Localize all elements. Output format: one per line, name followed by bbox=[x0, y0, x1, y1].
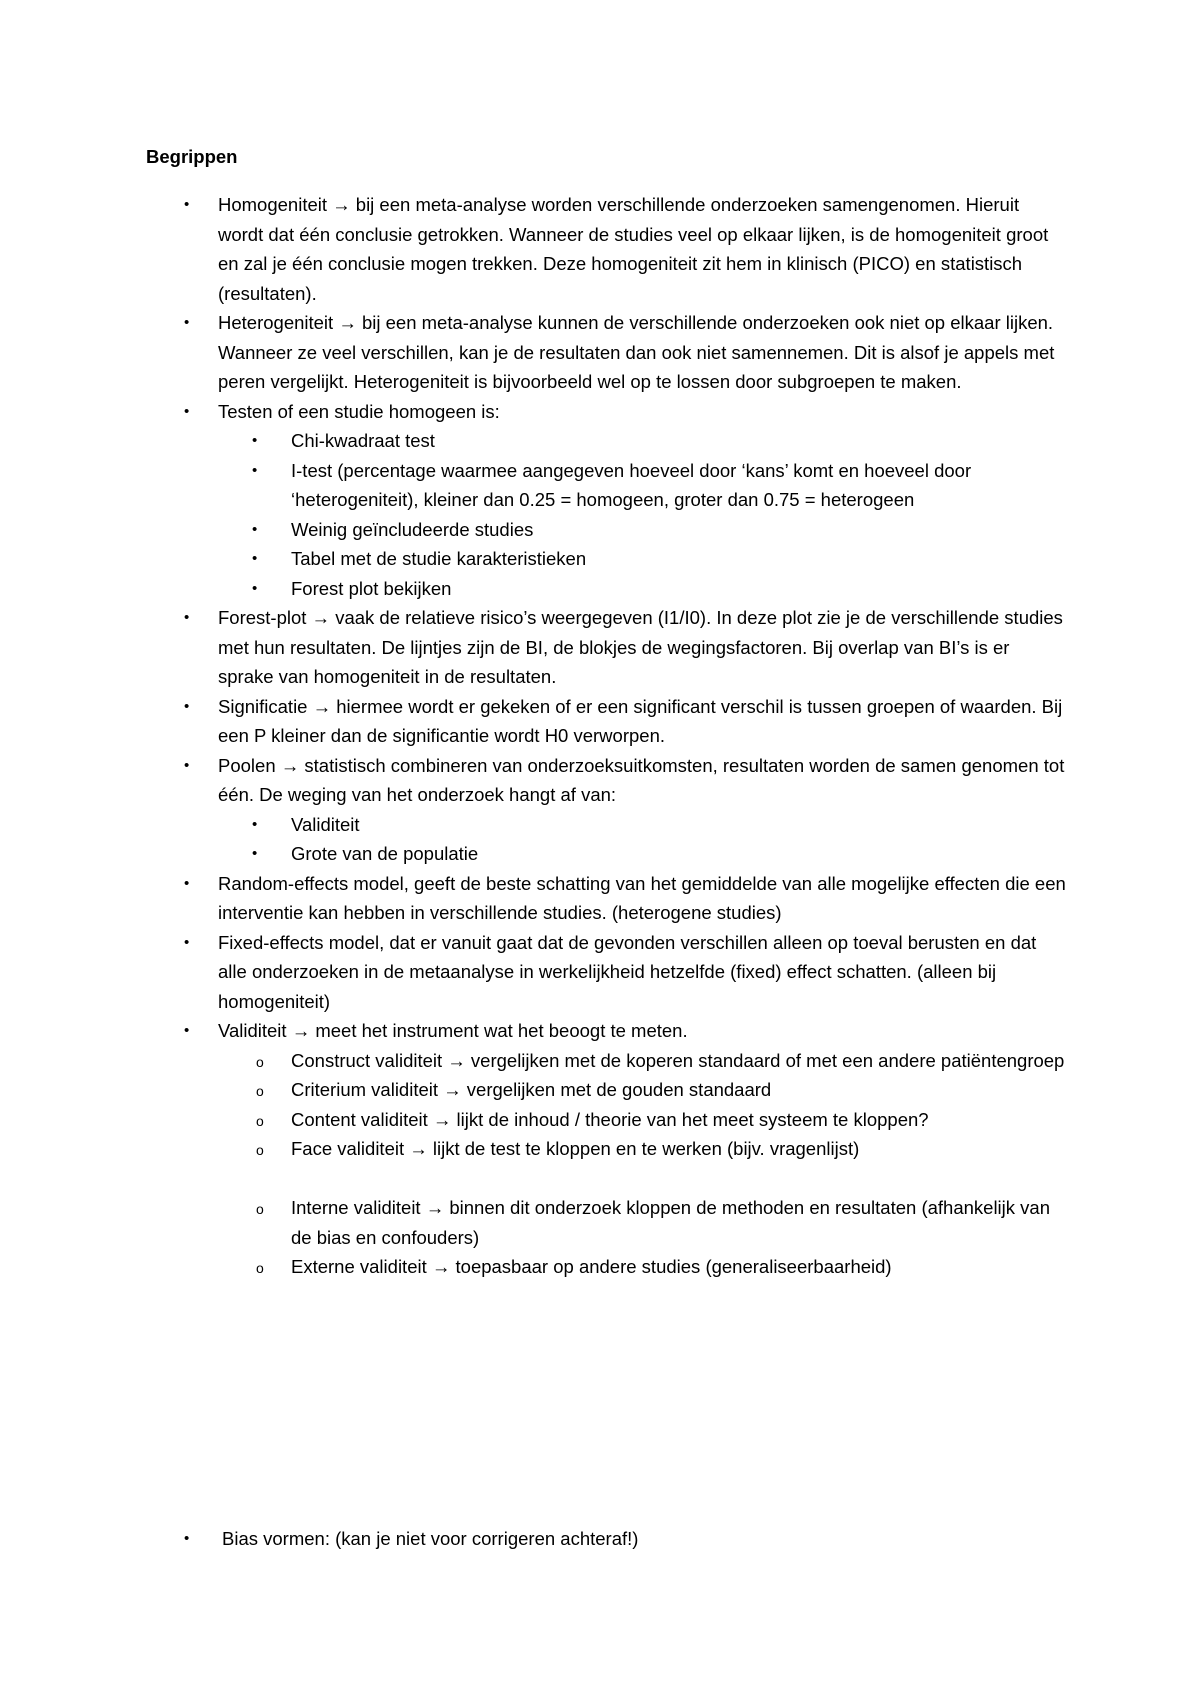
page-title: Begrippen bbox=[146, 146, 238, 167]
list-item-text: Externe validiteit → toepasbaar op andere studies (generaliseerbaarheid) bbox=[291, 1256, 892, 1277]
list-item-text: Random-effects model, geeft de beste schatting van het gemiddelde van alle mogelijke effecten die een interventie kan hebben in verschillende studies. (heterogene studies) bbox=[218, 872, 1066, 923]
list-item bbox=[0, 308, 1068, 397]
list-item-text: Significatie → hiermee wordt er gekeken of er een significant verschil is tussen groepen of waarden. Bij een P kleiner dan de significantie wordt H0 verworpen. bbox=[218, 695, 1063, 746]
list-item-text: Validiteit → meet het instrument wat het beoogt te meten. bbox=[218, 1020, 688, 1041]
bullet-marker: • bbox=[252, 815, 258, 833]
list-item-text: Chi-kwadraat test bbox=[291, 430, 435, 451]
list-item-text: Testen of een studie homogeen is: bbox=[218, 400, 500, 422]
list-item bbox=[0, 692, 1068, 751]
list-item bbox=[0, 1046, 1071, 1076]
bullet-marker: • bbox=[252, 550, 258, 567]
bullet-marker: • bbox=[252, 845, 258, 862]
list-item bbox=[0, 456, 1068, 515]
bullet-marker: • bbox=[184, 756, 190, 774]
bullet-marker: • bbox=[252, 579, 258, 597]
bias-text: Bias vormen: (kan je niet voor corrigeren achteraf!) bbox=[222, 1528, 639, 1549]
list-item-text: Weinig geïncludeerde studies bbox=[291, 518, 534, 540]
list-item bbox=[0, 603, 1068, 692]
list-item-text: Forest-plot → vaak de relatieve risico’s weergegeven (I1/I0). In deze plot zie je de verschillende studies met hun resultaten. De lijntjes zijn de BI, de blokjes de wegingsfactoren. Bij overlap van BI’s is er sprake van homogeniteit in de resultaten. bbox=[218, 607, 1063, 687]
list-item bbox=[0, 1105, 1071, 1135]
list-item-text: Interne validiteit → binnen dit onderzoek kloppen de methoden en resultaten (afhankelijk van de bias en confouders) bbox=[291, 1197, 1050, 1248]
list-item bbox=[0, 426, 1068, 456]
bullet-marker: o bbox=[256, 1112, 264, 1129]
bullet-marker: • bbox=[252, 461, 258, 479]
list-item bbox=[0, 1075, 1071, 1105]
list-item-text: Tabel met de studie karakteristieken bbox=[291, 548, 587, 569]
list-item bbox=[0, 839, 1068, 869]
bullet-marker: • bbox=[184, 196, 190, 213]
bullet-marker: • bbox=[252, 520, 258, 538]
bullet-marker: o bbox=[256, 1201, 264, 1217]
bullet-marker: • bbox=[184, 609, 190, 626]
bullet-marker: • bbox=[184, 933, 190, 951]
list-item bbox=[0, 190, 1068, 308]
list-item bbox=[0, 751, 1068, 810]
list-item-text: Validiteit bbox=[291, 813, 360, 835]
bullet-marker: • bbox=[184, 874, 190, 892]
list-item-text: Poolen → statistisch combineren van onderzoeksuitkomsten, resultaten worden de samen genomen tot één. De weging van het onderzoek hangt af van: bbox=[218, 754, 1065, 805]
list-item bbox=[0, 544, 1068, 574]
concept-list bbox=[0, 190, 1200, 1282]
bullet-marker: • bbox=[184, 1022, 190, 1039]
bullet-marker: • bbox=[252, 432, 258, 449]
bullet-marker: o bbox=[256, 1053, 264, 1070]
list-item bbox=[0, 1193, 1071, 1252]
bullet-marker: o bbox=[256, 1260, 264, 1276]
bullet-marker: • bbox=[184, 697, 190, 715]
list-item-text: Construct validiteit → vergelijken met de koperen standaard of met een andere patiëntengroep bbox=[291, 1049, 1065, 1071]
list-item bbox=[0, 928, 1068, 1017]
list-item bbox=[0, 1252, 1071, 1282]
blank-line bbox=[0, 1164, 1200, 1194]
list-item-text: Heterogeniteit → bij een meta-analyse kunnen de verschillende onderzoeken ook niet op elkaar lijken. Wanneer ze veel verschillen, kan je de resultaten dan ook niet samennemen. Dit is alsof je appels met peren vergelijkt. Heterogeniteit is bijvoorbeeld wel op te lossen door subgroepen te maken. bbox=[218, 312, 1055, 392]
list-item-text: Content validiteit → lijkt de inhoud / theorie van het meet systeem te kloppen? bbox=[291, 1108, 929, 1130]
list-item bbox=[0, 1016, 1068, 1046]
list-item-text: Fixed-effects model, dat er vanuit gaat dat de gevonden verschillen alleen op toeval berusten en dat alle onderzoeken in de metaanalyse in werkelijkheid hetzelfde (fixed) effect schatten. (alleen bij homogeniteit) bbox=[218, 931, 1037, 1012]
list-item-text: Homogeniteit → bij een meta-analyse worden verschillende onderzoeken samengenomen. Hieruit wordt dat één conclusie getrokken. Wanneer de studies veel op elkaar lijken, is de homogeniteit groot en zal je één conclusie mogen trekken. Deze homogeniteit zit hem in klinisch (PICO) en statistisch (resultaten). bbox=[218, 194, 1049, 304]
list-item bbox=[0, 869, 1068, 928]
bullet-marker: • bbox=[184, 314, 190, 331]
list-item bbox=[0, 397, 1068, 427]
list-item-text: Face validiteit → lijkt de test te kloppen en te werken (bijv. vragenlijst) bbox=[291, 1138, 860, 1159]
list-item bbox=[0, 1134, 1071, 1164]
bullet-marker: o bbox=[256, 1142, 264, 1158]
bullet-marker: o bbox=[256, 1083, 264, 1099]
list-item bbox=[0, 515, 1068, 545]
bullet-marker: • bbox=[184, 1530, 190, 1547]
list-item-text: Criterium validiteit → vergelijken met de gouden standaard bbox=[291, 1079, 772, 1100]
list-item bbox=[0, 574, 1068, 604]
list-item-text: Forest plot bekijken bbox=[291, 577, 452, 599]
list-item bbox=[0, 810, 1068, 840]
list-item-text: I-test (percentage waarmee aangegeven hoeveel door ‘kans’ komt en hoeveel door ‘heterogeniteit), kleiner dan 0.25 = homogeen, groter dan 0.75 = heterogeen bbox=[291, 459, 972, 510]
list-item-text: Grote van de populatie bbox=[291, 843, 479, 864]
bullet-marker: • bbox=[184, 402, 190, 420]
